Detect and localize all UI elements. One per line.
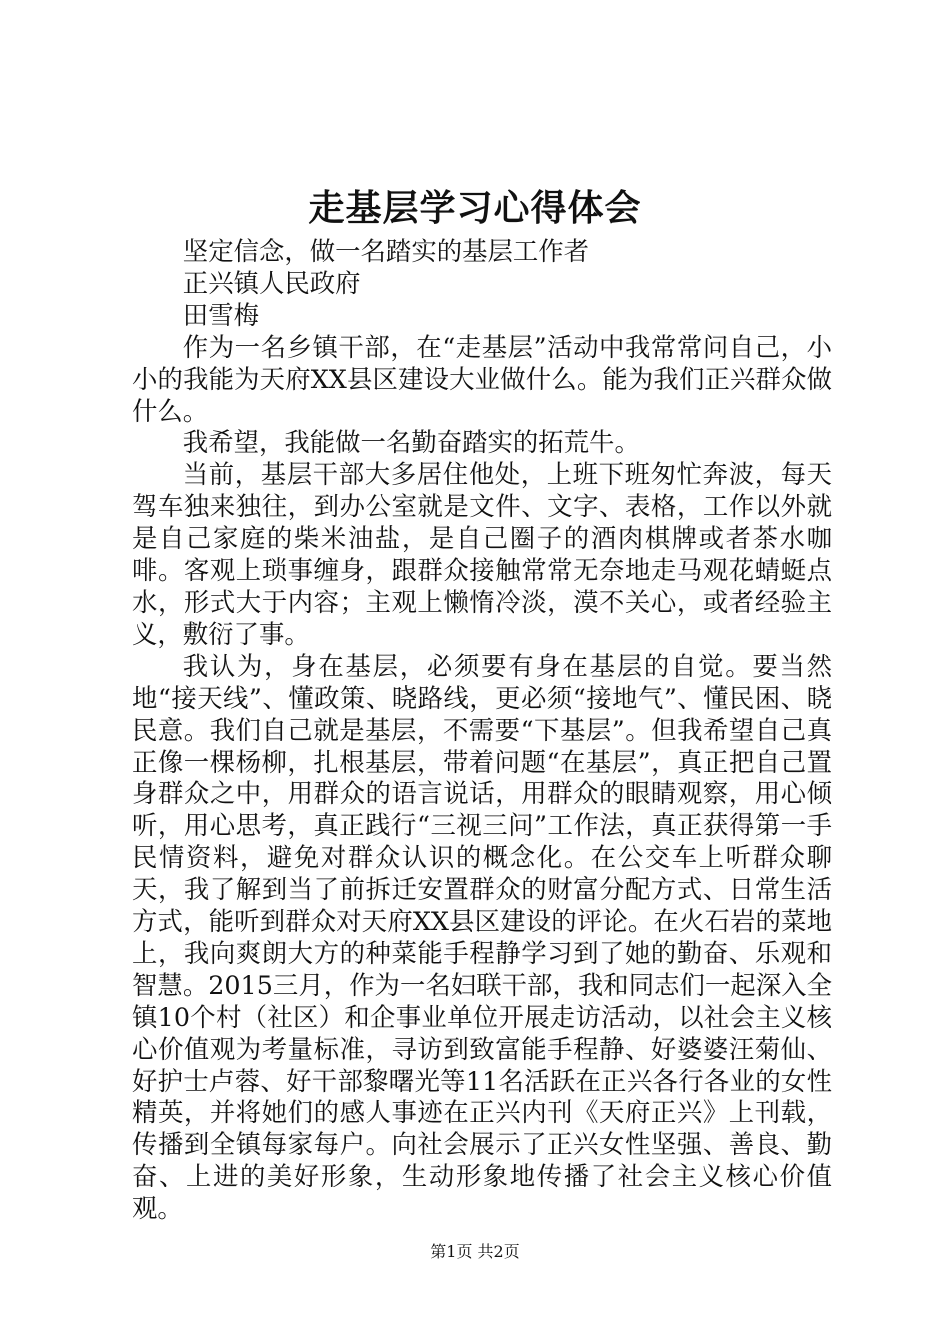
body-paragraph: 作为一名乡镇干部，在“走基层”活动中我常常问自己，小小的我能为天府XX县区建设大业做什么。能为我们正兴群众做什么。 bbox=[132, 331, 832, 426]
body-paragraph: 我认为，身在基层，必须要有身在基层的自觉。要当然地“接天线”、懂政策、晓路线，更必须“接地气”、懂民困、晓民意。我们自己就是基层，不需要“下基层”。但我希望自己真正像一棵杨柳，扎根基层，带着问题“在基层”，真正把自己置身群众之中，用群众的语言说话，用群众的眼睛观察，用心倾听，用心思考，真正践行“三视三问”工作法，真正获得第一手民情资料，避免对群众认识的概念化。在公交车上听群众聊天，我了解到当了前拆迁安置群众的财富分配方式、日常生活方式，能听到群众对天府XX县区建设的评论。在火石岩的菜地上，我向爽朗大方的种菜能手程静学习到了她的勤奋、乐观和智慧。2015三月，作为一名妇联干部，我和同志们一起深入全镇10个村（社区）和企事业单位开展走访活动，以社会主义核心价值观为考量标准，寻访到致富能手程静、好婆婆汪菊仙、好护士卢蓉、好干部黎曙光等11名活跃在正兴各行各业的女性精英，并将她们的感人事迹在正兴内刊《天府正兴》上刊载，传播到全镇每家每户。向社会展示了正兴女性坚强、善良、勤奋、上进的美好形象，生动形象地传播了社会主义核心价值观。 bbox=[132, 650, 832, 1224]
body-paragraph: 我希望，我能做一名勤奋踏实的拓荒牛。 bbox=[182, 427, 640, 458]
document-body bbox=[132, 236, 832, 1225]
page-number-footer: 第1页 共2页 bbox=[430, 1242, 520, 1261]
organization-paragraph: 正兴镇人民政府 bbox=[182, 267, 361, 298]
subtitle-paragraph: 坚定信念，做一名踏实的基层工作者 bbox=[182, 236, 590, 266]
body-paragraph: 当前，基层干部大多居住他处，上班下班匆忙奔波，每天驾车独来独往，到办公室就是文件、文字、表格，工作以外就是自己家庭的柴米油盐，是自己圈子的酒肉棋牌或者茶水咖啡。客观上琐事缠身，跟群众接触常常无奈地走马观花蜻蜓点水，形式大于内容；主观上懒惰冷淡，漠不关心，或者经验主义，敷衍了事。 bbox=[132, 459, 832, 649]
document-title: 走基层学习心得体会 bbox=[308, 187, 642, 229]
author-paragraph: 田雪梅 bbox=[182, 299, 259, 330]
